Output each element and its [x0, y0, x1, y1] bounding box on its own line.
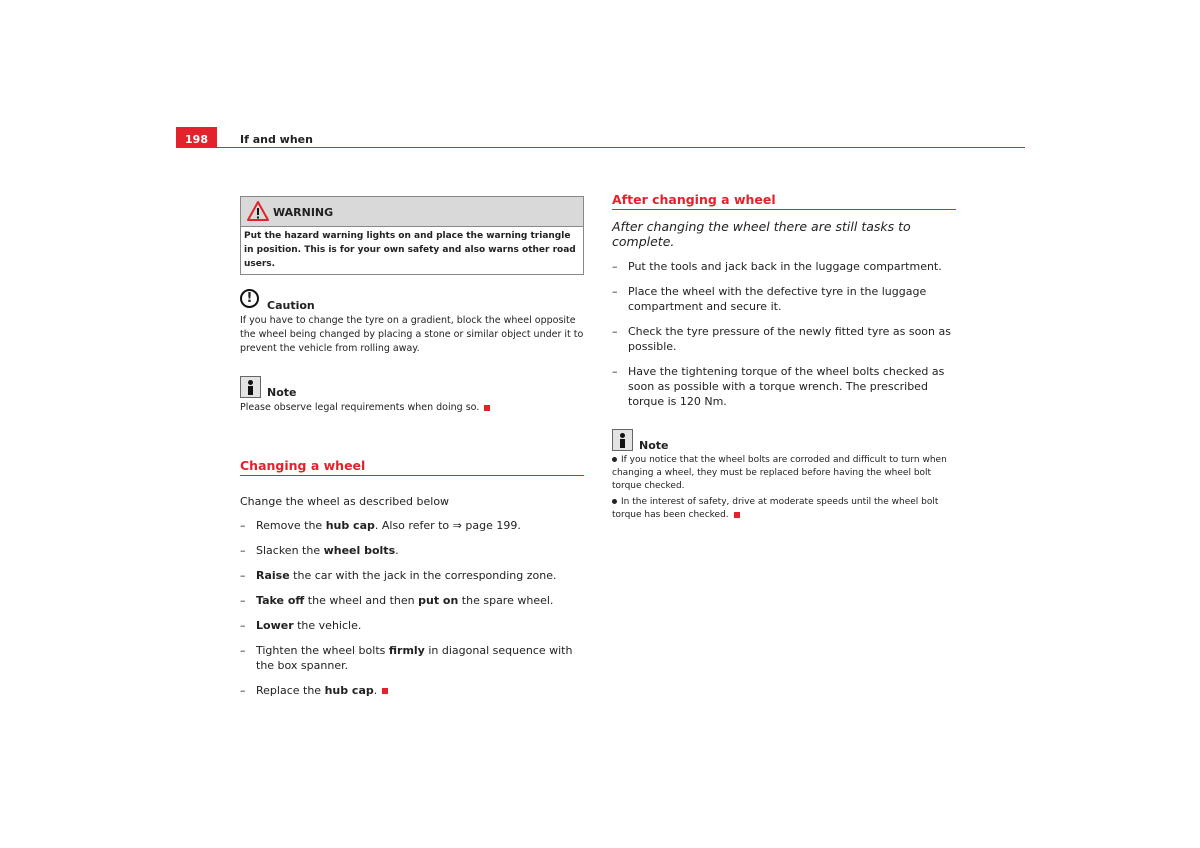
- bullet-icon: [612, 499, 617, 504]
- page-header: [176, 127, 1025, 148]
- list-item: If you notice that the wheel bolts are corroded and difficult to turn when changing a wheel, they must be replaced before having the wheel bolt torque checked.: [612, 455, 947, 491]
- section-intro: After changing the wheel there are still tasks to complete.: [612, 219, 911, 249]
- note-label: Note: [639, 439, 669, 452]
- info-icon: [240, 376, 261, 398]
- list-item: – Check the tyre pressure of the newly fitted tyre as soon as possible.: [612, 324, 956, 354]
- caution-label: Caution: [267, 299, 315, 312]
- end-marker: [382, 688, 388, 694]
- warning-header: [241, 197, 583, 227]
- list-item: – Tighten the wheel bolts firmly in diagonal sequence with the box spanner.: [240, 643, 584, 673]
- section-intro: Change the wheel as described below: [240, 495, 450, 508]
- section-title: Changing a wheel: [240, 458, 584, 476]
- left-column: [240, 196, 584, 698]
- info-icon: [612, 429, 633, 451]
- list-item: – Place the wheel with the defective tyre in the luggage compartment and secure it.: [612, 284, 956, 314]
- step-list: [240, 518, 584, 698]
- list-item: – Replace the hub cap.: [240, 683, 584, 698]
- section-title: After changing a wheel: [612, 192, 956, 210]
- caution-icon: !: [240, 289, 259, 308]
- list-item: – Remove the hub cap. Also refer to ⇒ page 199.: [240, 518, 584, 533]
- list-item: In the interest of safety, drive at moderate speeds until the wheel bolt torque has been checked.: [612, 497, 939, 520]
- list-item: – Slacken the wheel bolts.: [240, 543, 584, 558]
- note-text: Please observe legal requirements when doing so.: [240, 401, 584, 415]
- warning-text: Put the hazard warning lights on and place the warning triangle in position. This is for your own safety and also warns other road users.: [244, 231, 576, 269]
- end-marker: [734, 512, 740, 518]
- warning-label: WARNING: [273, 206, 334, 219]
- list-item: – Have the tightening torque of the wheel bolts checked as soon as possible with a torque wrench. The prescribed torque is 120 Nm.: [612, 364, 956, 409]
- header-rule: [176, 147, 1025, 148]
- note-block: [612, 429, 956, 522]
- caution-text: If you have to change the tyre on a gradient, block the wheel opposite the wheel being changed by placing a stone or similar object under it to prevent the vehicle from rolling away.: [240, 315, 584, 354]
- list-item: – Take off the wheel and then put on the spare wheel.: [240, 593, 584, 608]
- list-item: – Put the tools and jack back in the luggage compartment.: [612, 259, 956, 274]
- warning-triangle-icon: [246, 200, 270, 222]
- step-list: [612, 259, 956, 409]
- chapter-title: If and when: [240, 133, 313, 146]
- caution-block: [240, 289, 584, 356]
- list-item: – Lower the vehicle.: [240, 618, 584, 633]
- list-item: – Raise the car with the jack in the corresponding zone.: [240, 568, 584, 583]
- warning-box: [240, 196, 584, 275]
- note-block: [240, 376, 584, 415]
- page-number: 198: [176, 127, 217, 148]
- bullet-icon: [612, 457, 617, 462]
- note-label: Note: [267, 386, 297, 399]
- right-column: [612, 192, 956, 522]
- end-marker: [484, 405, 490, 411]
- changing-wheel-section: [240, 458, 584, 698]
